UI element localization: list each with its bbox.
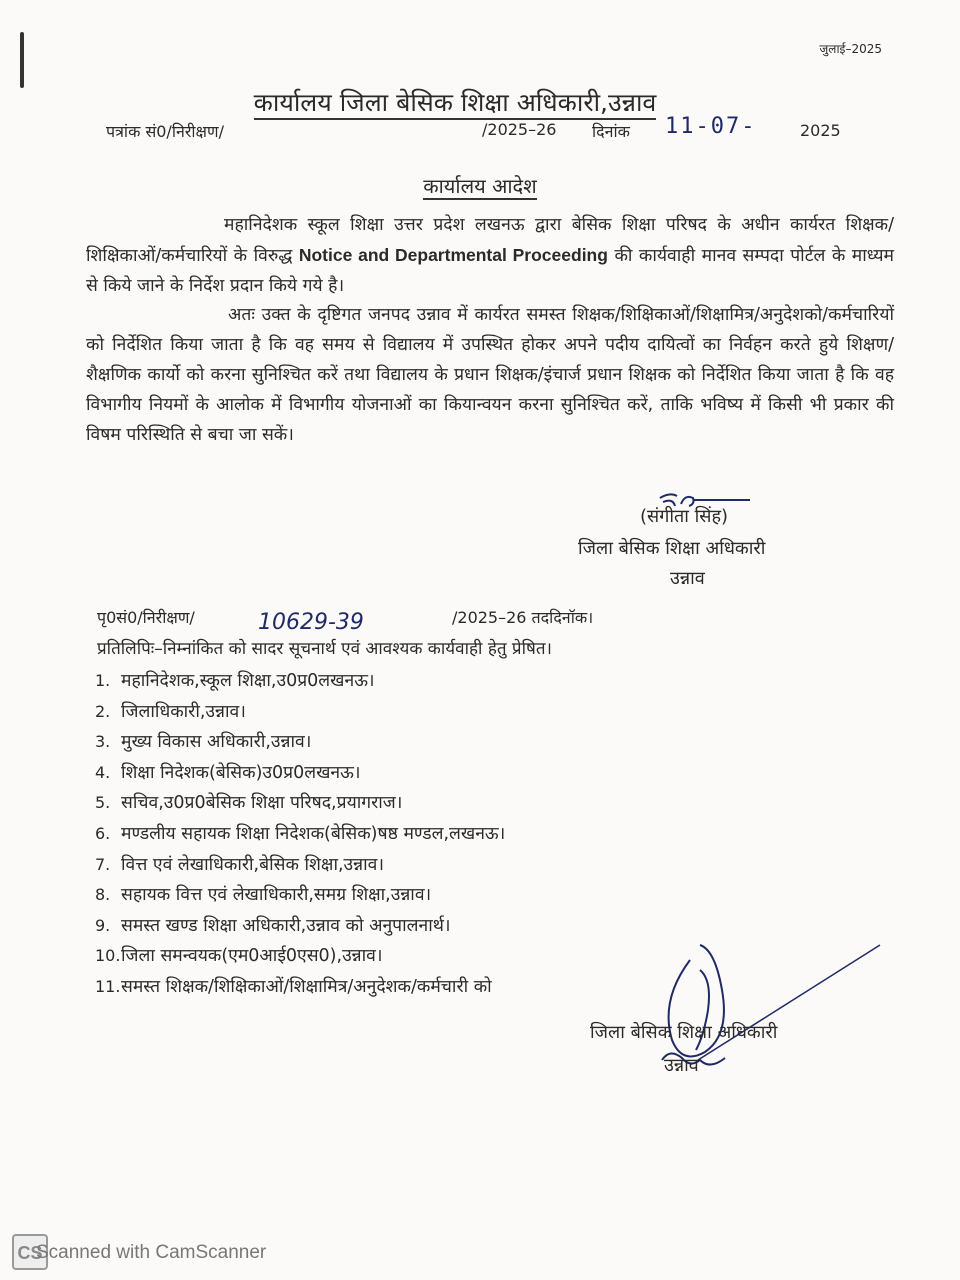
endorsement-ref-label: पृ0सं0/निरीक्षण/ xyxy=(97,608,195,627)
handwritten-signature-2 xyxy=(600,940,890,1080)
recipient-item: 6. मण्डलीय सहायक शिक्षा निदेशक(बेसिक)षष्ठ मण्डल,लखनऊ। xyxy=(95,823,506,844)
signatory-designation: जिला बेसिक शिक्षा अधिकारी xyxy=(578,538,766,559)
recipient-item: 9. समस्त खण्ड शिक्षा अधिकारी,उन्नाव को अनुपालनार्थ। xyxy=(95,915,451,936)
signatory-place: उन्नाव xyxy=(670,568,705,589)
recipient-item: 5. सचिव,उ0प्र0बेसिक शिक्षा परिषद,प्रयागराज। xyxy=(95,793,403,814)
para1-bold-phrase: Notice and Departmental Proceeding xyxy=(298,245,608,265)
camscanner-logo-icon: CS xyxy=(12,1234,48,1270)
recipient-item: 3. मुख्य विकास अधिकारी,उन्नाव। xyxy=(95,732,312,753)
signatory-2-place: उन्नाव xyxy=(664,1055,699,1076)
recipient-list xyxy=(95,666,505,1003)
para1-start: महानिदेशक स्कूल शिक्षा उत्तर प्रदेश लखनऊ द्वारा बेसिक शिक्षा परिषद के अधीन कार्यरत शिक्षक/शिक्षिकाओं/कर्मचारियों के विरुद्ध xyxy=(86,215,894,266)
signatory-name: (संगीता सिंह) xyxy=(640,506,729,527)
month-stamp: जुलाई–2025 xyxy=(819,42,882,56)
order-paragraph-2: अतः उक्त के दृष्टिगत जनपद उन्नाव में कार्यरत समस्त शिक्षक/शिक्षिकाओं/शिक्षामित्र/अनुदेशको/कर्मचारियों को निर्देशित किया जाता है कि वह समय से विद्यालय में उपस्थित होकर अपने पदीय दायित्वों का निर्वहन करते हुये शिक्षण/शैक्षणिक कार्यो को करना सुनिश्चित करें तथा विद्यालय के प्रधान शिक्षक/इंचार्ज प्रधान शिक्षक को निर्देशित किया जाता है कि वह विभागीय नियमों के आलोक में विभागीय योजनाओं का कियान्वयन करना सुनिश्चित करें, ताकि भविष्य में किसी भी प्रकार की विषम परिस्थिति से बचा जा सकें। xyxy=(86,305,895,445)
office-title-text: कार्यालय जिला बेसिक शिक्षा अधिकारी,उन्नाव xyxy=(254,88,657,120)
recipient-item: 11.समस्त शिक्षक/शिक्षिकाओं/शिक्षामित्र/अनुदेशक/कर्मचारी को xyxy=(95,976,492,997)
handwritten-date: 11-07- xyxy=(665,114,757,139)
recipient-item: 4. शिक्षा निदेशक(बेसिक)उ0प्र0लखनऊ। xyxy=(95,762,361,783)
office-title xyxy=(0,85,910,119)
date-label: दिनांक xyxy=(592,122,630,141)
handwritten-endorsement-number: 10629-39 xyxy=(258,610,364,635)
recipient-item: 1. महानिदेशक,स्कूल शिक्षा,उ0प्र0लखनऊ। xyxy=(95,671,375,691)
signatory-2-designation: जिला बेसिक शिक्षा अधिकारी xyxy=(590,1022,778,1043)
recipient-item: 10.जिला समन्वयक(एम0आई0एस0),उन्नाव। xyxy=(95,946,383,967)
recipient-item: 2. जिलाधिकारी,उन्नाव। xyxy=(95,701,246,722)
scan-edge-mark xyxy=(20,32,24,88)
para1-end: की कार्यवाही मानव सम्पदा पोर्टल के माध्यम से किये जाने के निर्देश प्रदान किये गये है। xyxy=(86,246,895,296)
recipient-item: 8. सहायक वित्त एवं लेखाधिकारी,समग्र शिक्षा,उन्नाव। xyxy=(95,885,432,906)
endorsement-ref-suffix: /2025–26 तददिनॉक। xyxy=(452,608,594,627)
order-paragraph-1 xyxy=(86,210,894,301)
date-year: 2025 xyxy=(800,121,841,140)
copy-to-intro: प्रतिलिपिः–निम्नांकित को सादर सूचनार्थ एवं आवश्यक कार्यवाही हेतु प्रेषित। xyxy=(97,639,552,659)
order-title-text: कार्यालय आदेश xyxy=(423,174,537,198)
reference-number-label: पत्रांक सं0/निरीक्षण/ xyxy=(106,122,224,141)
order-title xyxy=(0,172,960,199)
reference-year: /2025–26 xyxy=(482,120,557,139)
camscanner-text: Scanned with CamScanner xyxy=(36,1242,267,1263)
recipient-item: 7. वित्त एवं लेखाधिकारी,बेसिक शिक्षा,उन्नाव। xyxy=(95,854,385,875)
